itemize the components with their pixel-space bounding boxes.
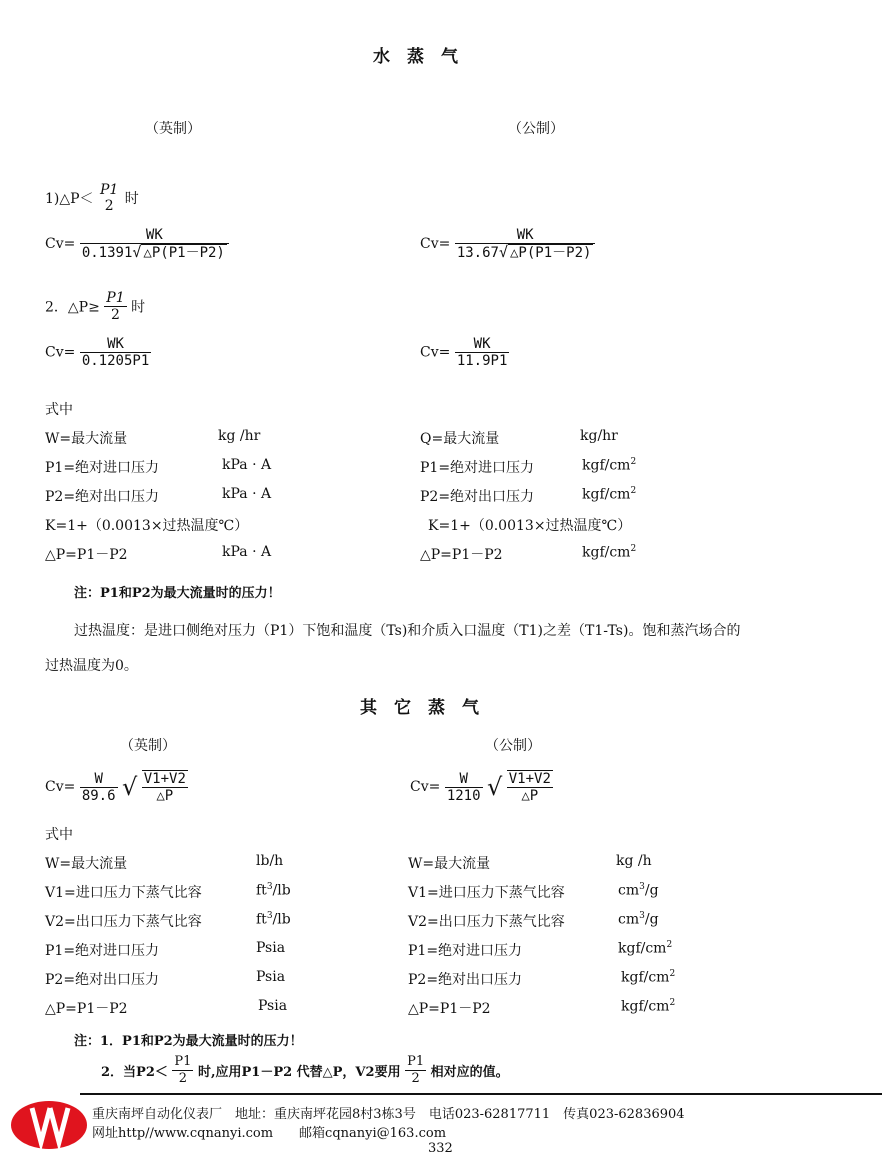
formula-fraction: [80, 227, 229, 261]
fraction-denominator: 2: [104, 198, 114, 214]
condition-1: [45, 182, 139, 214]
cv-prefix: Cv=: [420, 236, 451, 252]
metric-label: （公制）: [508, 121, 564, 137]
fraction-numerator: W: [459, 770, 468, 787]
steam-def-left-3: K=1+（0.0013×过热温度℃）: [45, 518, 249, 534]
other-unit-left-5: Psia: [258, 998, 288, 1014]
fraction-numerator: V1+V2: [143, 771, 186, 787]
unit-text: ft: [256, 911, 267, 928]
steam-def-right-0: Q=最大流量: [420, 431, 500, 447]
unit-text: kgf/cm: [582, 457, 631, 474]
steam-unit-left-4: kPa · A: [222, 544, 272, 560]
other-def-right-5: △P=P1－P2: [408, 1001, 491, 1017]
other-note-1: 注：1．P1和P2为最大流量时的压力！: [74, 1034, 303, 1049]
unit-text: cm: [618, 882, 640, 899]
other-unit-right-4: [621, 969, 675, 986]
sqrt-fraction: [142, 770, 188, 804]
other-def-right-0: W=最大流量: [408, 856, 491, 872]
fraction-numerator: P1: [100, 182, 119, 198]
note-2-part-b: 时,应用P1－P2 代替△P，V2要用: [197, 1065, 401, 1080]
cv-prefix: Cv=: [45, 779, 76, 795]
fraction-denominator: [455, 243, 596, 261]
other-unit-right-0: kg /h: [616, 853, 652, 869]
sqrt-icon: √: [121, 773, 138, 801]
note-2-part-c: 相对应的值。: [430, 1065, 509, 1080]
unit-tail: /lb: [272, 882, 291, 899]
fraction-denominator: 1210: [446, 787, 481, 804]
unit-text: kgf/cm: [582, 544, 631, 561]
unit-text: ft: [256, 882, 267, 899]
imperial-label: （英制）: [145, 121, 201, 137]
other-imperial-label: （英制）: [120, 738, 176, 754]
unit-superscript: 3: [266, 882, 273, 892]
condition-2-fraction: [104, 290, 126, 323]
condition-2-suffix: 时: [131, 299, 146, 316]
fraction-denominator: 89.6: [81, 787, 116, 804]
fraction-denominator: 2: [172, 1070, 193, 1087]
unit-superscript: 2: [669, 969, 676, 979]
steam-def-right-3: K=1+（0.0013×过热温度℃）: [428, 518, 632, 534]
formula-1-imperial: [45, 227, 229, 261]
other-def-left-3: P1=绝对进口压力: [45, 943, 160, 959]
section-title-other: 其 它 蒸 气: [360, 698, 479, 718]
cv-prefix: Cv=: [410, 779, 441, 795]
condition-1-fraction: [98, 182, 120, 214]
steam-def-left-2: P2=绝对出口压力: [45, 489, 160, 505]
unit-superscript: 3: [639, 882, 645, 892]
sqrt-fraction: [507, 770, 553, 804]
coefficient: 0.1391: [81, 245, 133, 261]
other-unit-left-1: [256, 882, 291, 899]
other-def-right-2: V2=出口压力下蒸气比容: [408, 914, 565, 930]
coefficient: 13.67: [456, 245, 499, 261]
sqrt-icon: √: [132, 243, 142, 261]
other-def-right-4: P2=绝对出口压力: [408, 972, 523, 988]
fraction-numerator: P1: [407, 1054, 425, 1069]
fraction-denominator: 2: [104, 306, 126, 323]
sqrt-icon: √: [486, 773, 503, 801]
fraction-denominator: △P: [507, 787, 553, 804]
unit-superscript: 3: [266, 911, 273, 921]
steam-def-left-1: P1=绝对进口压力: [45, 460, 160, 476]
unit-tail: /g: [644, 882, 659, 899]
note-2-part-a: 2．当P2＜: [101, 1065, 168, 1080]
steam-def-right-2: P2=绝对出口压力: [420, 489, 535, 505]
formula-fraction: [455, 227, 596, 261]
unit-superscript: 2: [630, 544, 637, 554]
other-def-right-1: V1=进口压力下蒸气比容: [408, 885, 565, 901]
fraction-numerator: W: [94, 770, 103, 787]
note-2-fraction-1: [172, 1054, 193, 1087]
unit-tail: /g: [644, 911, 659, 928]
formula-2-metric: [420, 336, 509, 369]
steam-unit-right-1: [582, 457, 636, 474]
steam-unit-right-0: kg/hr: [580, 428, 618, 444]
fraction-denominator: 2: [405, 1070, 426, 1087]
logo-icon: [10, 1100, 88, 1150]
sqrt-radicand: △P(P1－P2): [143, 245, 225, 261]
fraction-numerator: P1: [174, 1054, 192, 1069]
company-logo: [10, 1100, 88, 1150]
steam-unit-right-4: [582, 544, 636, 561]
other-unit-left-0: lb/h: [256, 853, 284, 869]
condition-1-prefix: 1)△P＜: [45, 191, 94, 207]
footer-line-2: 网址http//www.cqnanyi.com 邮箱cqnanyi@163.com: [92, 1126, 447, 1141]
fraction-numerator: WK: [145, 227, 163, 243]
other-where-label: 式中: [45, 827, 73, 843]
steam-unit-left-2: kPa · A: [222, 486, 272, 502]
fraction-numerator: P1: [106, 290, 125, 306]
fraction-numerator: WK: [473, 336, 491, 352]
other-def-left-4: P2=绝对出口压力: [45, 972, 160, 988]
steam-unit-left-0: kg /hr: [218, 428, 261, 444]
formula-fraction: [445, 771, 483, 804]
other-formula-imperial: [45, 770, 188, 804]
section-title-steam: 水 蒸 气: [373, 47, 458, 67]
other-unit-left-3: Psia: [256, 940, 286, 956]
footer-divider: [80, 1093, 882, 1095]
fraction-denominator: 0.1205P1: [81, 353, 150, 369]
cv-prefix: Cv=: [420, 344, 451, 361]
unit-text: kgf/cm: [621, 998, 670, 1015]
other-unit-right-3: [618, 940, 672, 957]
formula-2-imperial: [45, 336, 151, 369]
condition-2-prefix: 2．△P≥: [45, 299, 100, 316]
steam-def-right-1: P1=绝对进口压力: [420, 460, 535, 476]
fraction-numerator: V1+V2: [508, 771, 551, 787]
unit-superscript: 2: [669, 998, 676, 1008]
note-2-fraction-2: [405, 1054, 426, 1087]
where-label: 式中: [45, 402, 73, 418]
unit-tail: /lb: [272, 911, 291, 928]
steam-def-left-0: W=最大流量: [45, 431, 128, 447]
other-def-left-2: V2=出口压力下蒸气比容: [45, 914, 202, 930]
condition-1-suffix: 时: [124, 191, 139, 207]
steam-def-left-4: △P=P1－P2: [45, 547, 128, 563]
unit-text: kgf/cm: [618, 940, 667, 957]
fraction-denominator: △P: [142, 787, 188, 804]
unit-superscript: 2: [666, 940, 673, 950]
fraction-numerator: WK: [516, 227, 534, 243]
sqrt-radicand: △P(P1－P2): [510, 245, 592, 261]
other-def-right-3: P1=绝对进口压力: [408, 943, 523, 959]
unit-text: kgf/cm: [582, 486, 631, 503]
other-def-left-0: W=最大流量: [45, 856, 128, 872]
cv-prefix: Cv=: [45, 236, 76, 252]
steam-def-right-4: △P=P1－P2: [420, 547, 503, 563]
steam-unit-right-2: [582, 486, 636, 503]
paragraph-line-1: 过热温度：是进口侧绝对压力（P1）下饱和温度（Ts)和介质入口温度（T1)之差（T1-Ts)。饱和蒸汽场合的: [74, 623, 741, 639]
unit-superscript: 3: [639, 911, 645, 921]
other-unit-left-2: [256, 911, 291, 928]
formula-1-metric: [420, 227, 595, 261]
steam-unit-left-1: kPa · A: [222, 457, 272, 473]
fraction-numerator: WK: [107, 336, 124, 352]
other-metric-label: （公制）: [485, 738, 541, 754]
cv-prefix: Cv=: [45, 344, 76, 361]
unit-text: kgf/cm: [621, 969, 670, 986]
steam-note: 注：P1和P2为最大流量时的压力！: [74, 586, 281, 601]
unit-superscript: 2: [630, 457, 637, 467]
page-number: 332: [428, 1141, 453, 1156]
other-unit-left-4: Psia: [256, 969, 286, 985]
fraction-denominator: 11.9P1: [456, 353, 508, 369]
formula-fraction: [455, 336, 510, 369]
other-def-left-5: △P=P1－P2: [45, 1001, 128, 1017]
formula-fraction: [80, 336, 151, 369]
other-def-left-1: V1=进口压力下蒸气比容: [45, 885, 202, 901]
footer-line-1: 重庆南坪自动化仪表厂 地址：重庆南坪花园8村3栋3号 电话023-62817711 传真023-62836904: [92, 1107, 685, 1122]
other-unit-right-5: [621, 998, 675, 1015]
fraction-denominator: [80, 243, 229, 261]
other-formula-metric: [410, 770, 553, 804]
paragraph-line-2: 过热温度为0。: [45, 658, 138, 674]
formula-fraction: [80, 771, 118, 804]
other-note-2: [101, 1054, 509, 1087]
unit-text: cm: [618, 911, 640, 928]
condition-2: [45, 290, 145, 323]
unit-superscript: 2: [630, 486, 637, 496]
other-unit-right-1: [618, 882, 659, 899]
sqrt-icon: √: [498, 243, 508, 261]
other-unit-right-2: [618, 911, 659, 928]
